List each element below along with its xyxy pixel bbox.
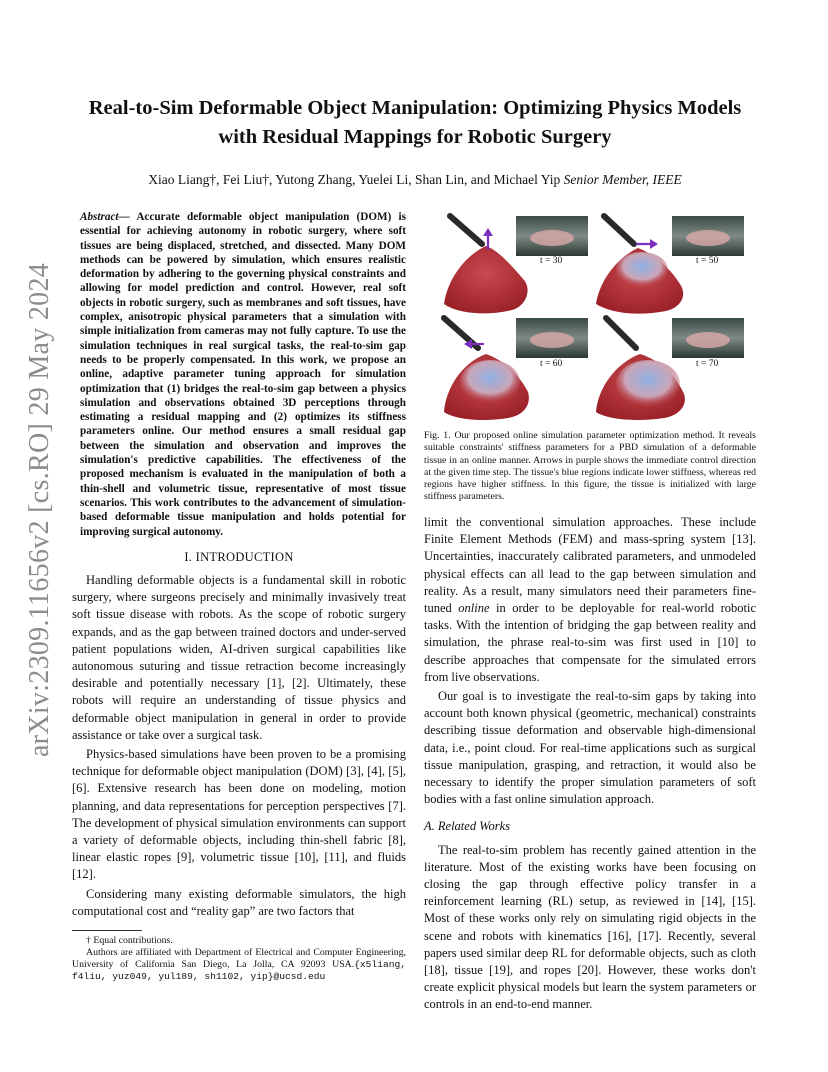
continued-text-1: limit the conventional simulation approaches. These include Finite Element Methods (FEM) and mass-spring system [13]. Uncertainties, inaccurately calibrated parameters, and unmodeled physical effects can all lead to the gap between simulation and reality. As a result, many simulators need their parameters fine-tuned [424,515,756,616]
robot-tool-t70 [606,318,636,348]
figure-1 [428,206,756,424]
footnote-rule [72,930,142,931]
footnote-affiliation-text: Authors are affiliated with Department of Electrical and Computer Engineering, University of California San Diego, La Jolla, CA 92093 USA. [72,947,406,970]
footnotes [72,930,406,983]
figure-panel-t70 [596,318,744,420]
continued-paragraph [424,514,756,686]
abstract-label: Abstract— [80,211,130,223]
continued-text-2: in order to be deployable for real-world robotic tasks. With the intention of bridging the gap between reality and simulation, the phrase real-to-sim was first used in [10] to describe approaches that compensate for the simulated errors from live observations. [424,601,756,684]
intro-paragraph: Handling deformable objects is a fundamental skill in robotic surgery, where surgeons precisely and minimally invasively treat soft tissue disease with robots. As the scope of robotic surgery expands, and as the gap between trained doctors and under-served patient populations widen, AI-driven surgical capabilities like autonomous suturing and tissue retraction become increasingly desirable and potentially necessary [1], [2]. Ultimately, these robots will require an understanding of tissue physics and deformable object manipulation in general in order to provide assistance or take over a surgical task. [72,573,406,742]
panel-label-t50: t = 50 [696,256,719,266]
author-names: Xiao Liang†, Fei Liu†, Yutong Zhang, Yuelei Li, Shan Lin, and Michael Yip [148,172,561,187]
figure-1-graphic [428,206,756,424]
panel-label-t30: t = 30 [540,256,563,266]
author-affiliation: Senior Member, IEEE [563,172,682,187]
panel-label-t60: t = 60 [540,359,563,369]
abstract-text: Accurate deformable object manipulation (DOM) is essential for achieving autonomy in robotic surgery, where soft tissues are being displaced, stretched, and dissected. Many DOM methods can be powered by simulation, which ensures realistic deformation by adhering to the governing physical constraints and allowing for model prediction and control. However, real soft objects in robotic surgery, such as membranes and soft tissues, have complex, anisotropic physical parameters that a simulation with simple initialization from cameras may not fully capture. To use the simulation techniques in real surgical tasks, the real-to-sim gap needs to be properly compensated. In this work, we propose an online, adaptive parameter tuning approach for simulation optimization that (1) bridges the real-to-sim gap between a physics simulation and observations obtained 3D perceptions through estimating a residual mapping and (2) optimizes its stiffness parameters online. Our method ensures a small residual gap between the simulation and observation and improves the simulation's predictive capabilities. The effectiveness of the proposed mechanism is evaluated in the manipulation of both a thin-shell and volumetric tissue, representative of most tissue scenarios. This work contributes to the advancement of simulation-based deformable tissue manipulation and holds potential for improving surgical autonomy. [80,211,406,538]
arxiv-identifier [20,262,60,758]
figure-1-caption: Fig. 1. Our proposed online simulation parameter optimization method. It reveals suitable constraints' stiffness parameters for a PBD simulation of a deformable tissue in an online manner. Arrows in purple shows the immediate control direction at the given time step. The tissue's blue regions indicate lower stiffness, whereas red regions have higher stiffness. In this figure, the tissue is initialized with large stiffness parameters. [424,430,756,503]
paper-title: Real-to-Sim Deformable Object Manipulation: Optimizing Physics Models with Residual Mappings for Robotic Surgery [88,97,742,148]
footnote-equal-contribution: † Equal contributions. [86,935,173,946]
author-line [70,172,760,188]
intro-paragraph: Physics-based simulations have been proven to be a promising technique for deformable object manipulation (DOM) [3], [4], [5], [6]. Extensive research has been done on modeling, motion planning, and data representations for perception perspectives [7]. The development of physical simulation environments can support a variety of deformable objects, including thin-shell fabric [8], linear elastic ropes [9], volumetric tissue [10], [11], and fluids [12]. [72,747,406,882]
intro-paragraph: Considering many existing deformable simulators, the high computational cost and “reality gap” are two factors that [72,886,406,918]
section-heading-introduction: I. INTRODUCTION [184,549,294,564]
tissue-mesh-t30 [444,246,528,313]
right-column [424,514,756,1016]
emphasis-online: online [458,601,490,616]
footnote-emails: {x5liang, f4liu, yuz049, yul189, sh1102, yip}@ucsd.edu [72,959,406,982]
panel-label-t70: t = 70 [696,359,719,369]
robot-tool-t50 [604,216,634,244]
figure-panel-t30 [444,216,588,313]
footnote-affiliation [72,947,406,983]
arxiv-identifier-text: arXiv:2309.11656v2 [cs.RO] 29 May 2024 [24,262,55,758]
figure-panel-t60 [444,318,588,420]
abstract [80,210,406,539]
related-works-paragraph: The real-to-sim problem has recently gained attention in the literature. Most of the existing works have been focusing on closing the gap through effective policy transfer in a reinforcement learning (RL) setup, as reviewed in [14], [15]. Most of these works only rely on simulating rigid objects in the scene and robots with kinematics [16], [17]. Recently, several papers used similar deep RL for deformable objects, such as cloth [18], tissue [19], and ropes [20]. However, these works don't create explicit physical models but learn the system parameters or controls in an end-to-end manner. [424,842,756,1012]
figure-panel-t50 [596,216,744,314]
robot-tool-t30 [450,216,482,244]
left-column [72,210,406,922]
subsection-heading-related-works: A. Related Works [424,819,510,834]
goal-paragraph: Our goal is to investigate the real-to-sim gaps by taking into account both known physical (geometric, mechanical) constraints describing tissue deformation and observable high-dimensional data, i.e., point cloud. For real-time applications such as surgical tissue manipulation, grasping, and retraction, it would also be necessary to identify the proper simulation parameters of soft bodies with a fast online simulation approach. [424,689,756,807]
